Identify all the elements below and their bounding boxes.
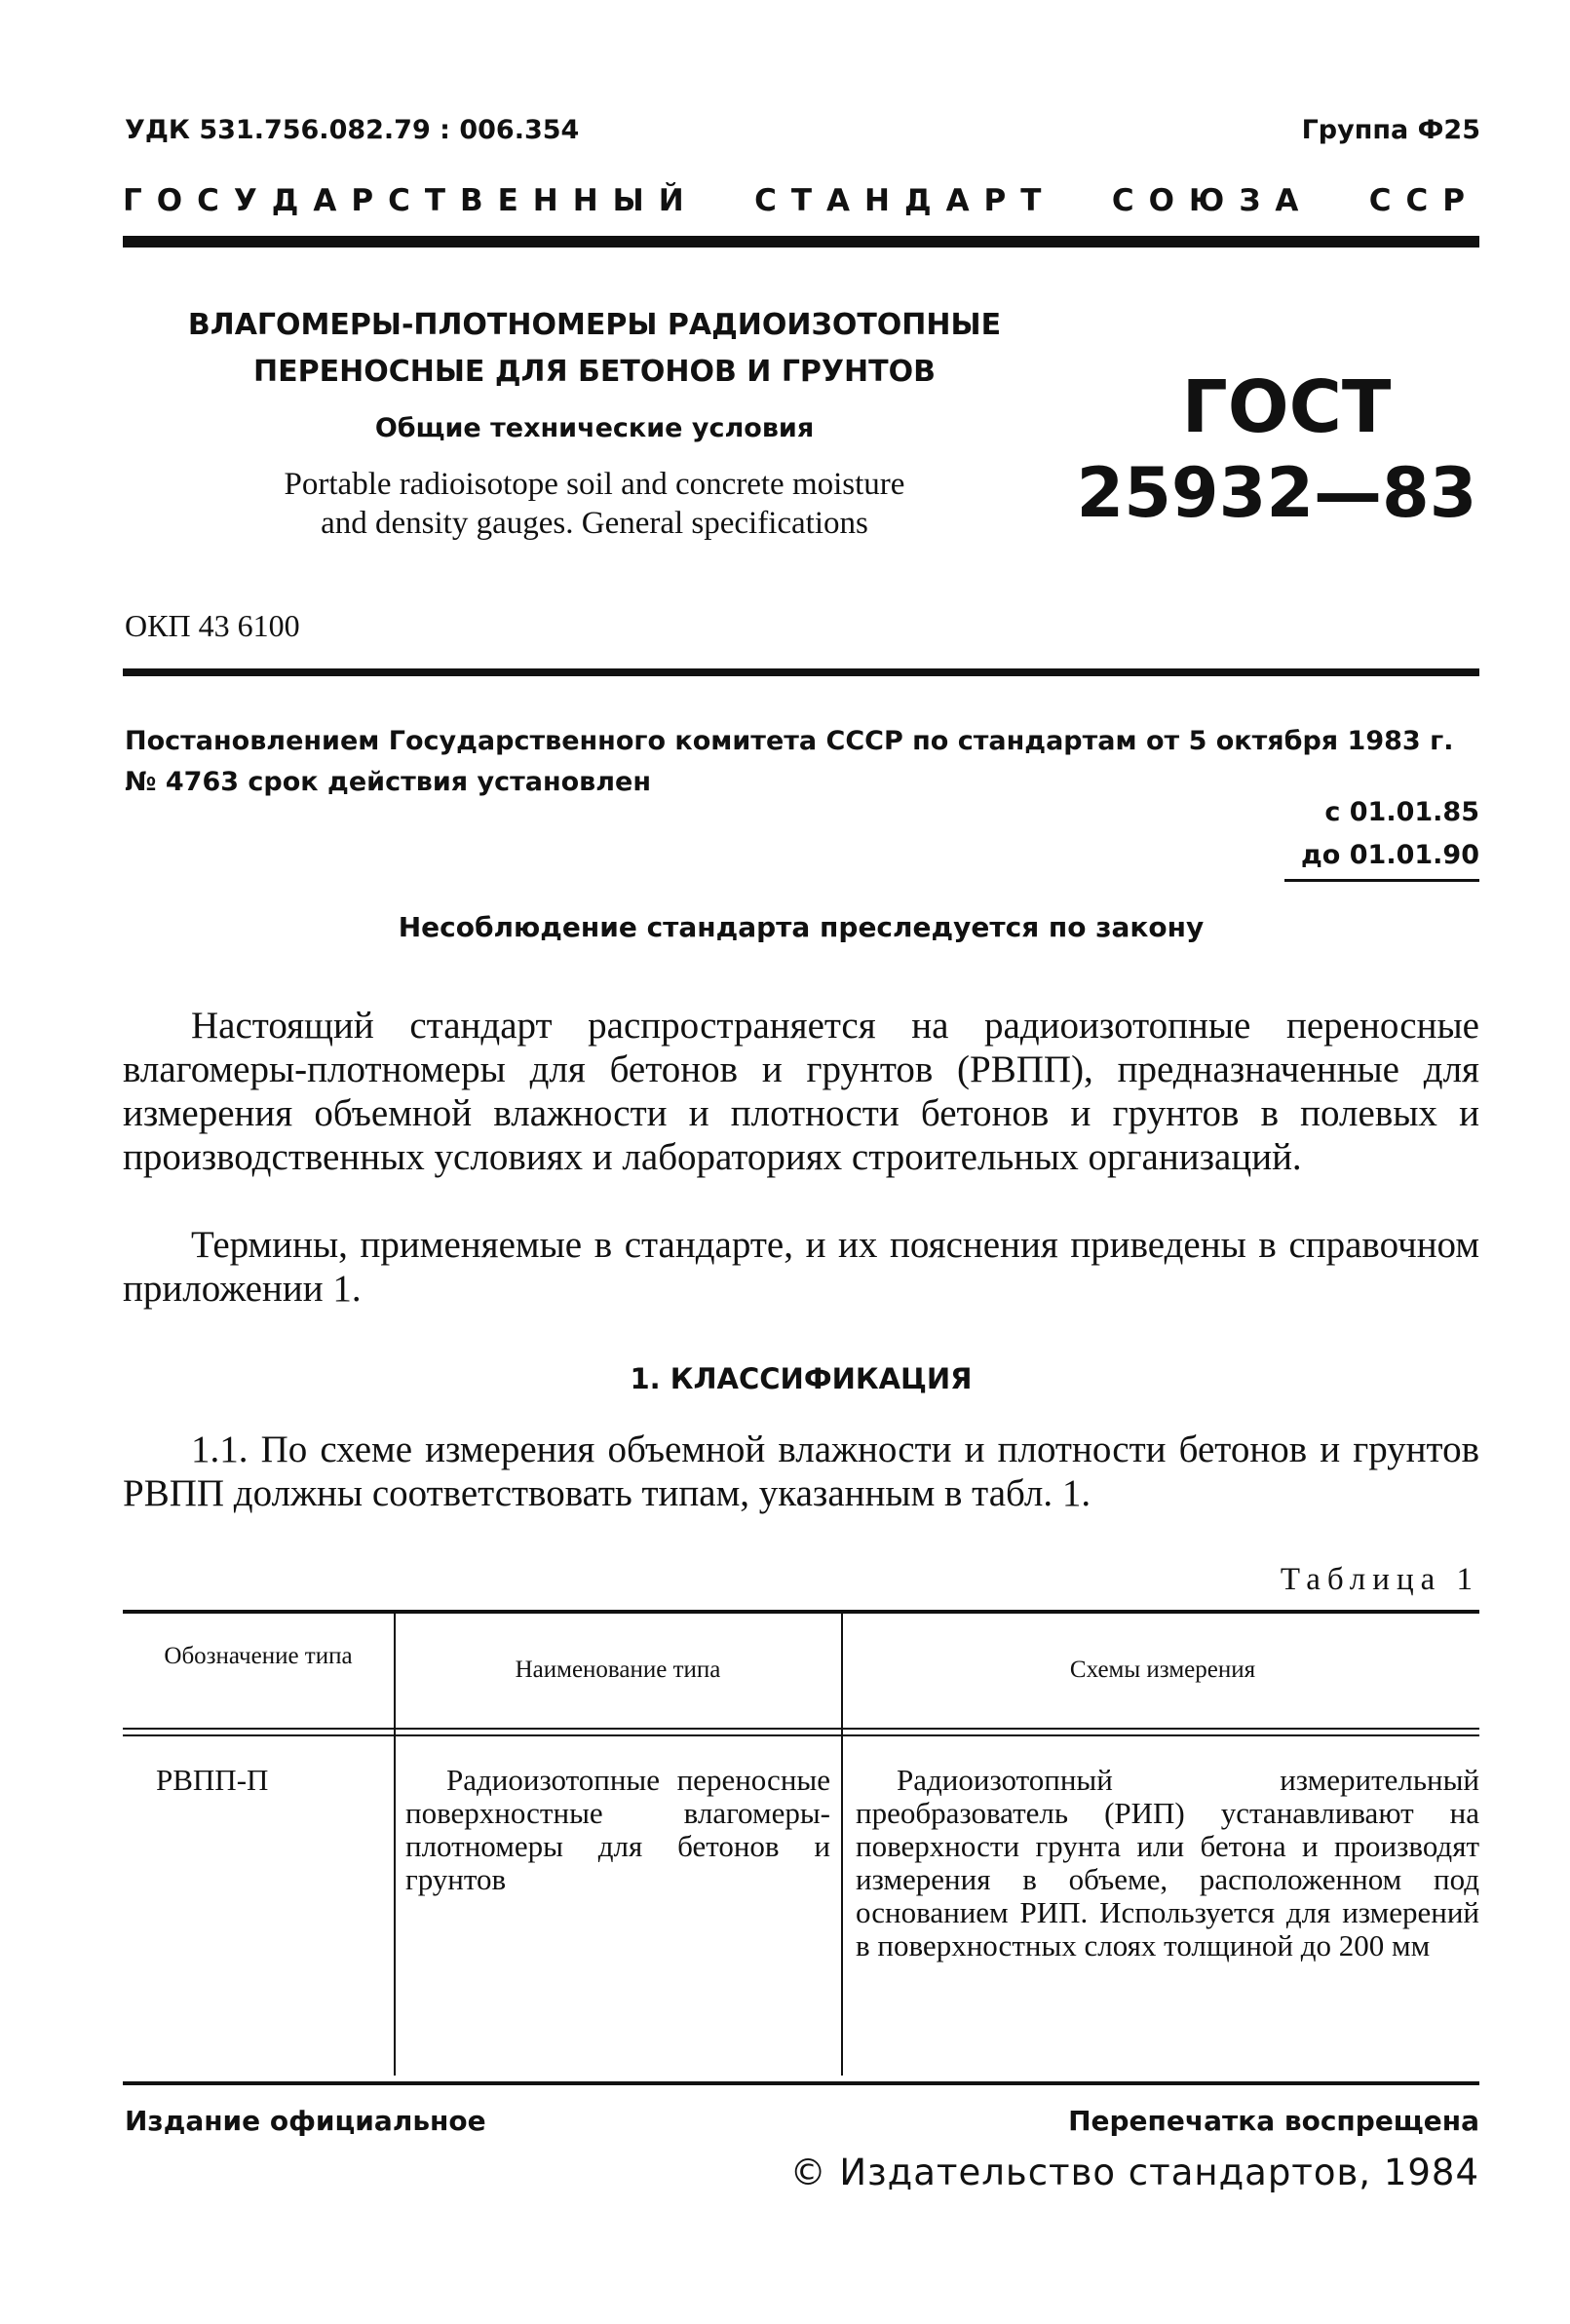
title-line-2: ПЕРЕНОСНЫЕ ДЛЯ БЕТОНОВ И ГРУНТОВ [253, 355, 936, 389]
validity-date-from: с 01.01.85 [1324, 797, 1479, 827]
section-heading: 1. КЛАССИФИКАЦИЯ [630, 1362, 973, 1395]
table-caption: Таблица 1 [1280, 1562, 1479, 1597]
table-header-code: Обозначение типа [164, 1643, 353, 1669]
table-column-divider [394, 1614, 396, 2076]
intro-paragraph: Настоящий стандарт распространяется на радиоизотопные переносные влагомеры-плотномеры для бетонов и грунтов (РВПП), предназначенные для измерения объемной влажности и плотности бетонов и грунтов в полевых и производственных условиях и лабораториях строительных организаций. [123, 1005, 1479, 1178]
english-title [146, 465, 1043, 543]
header-rule [123, 236, 1479, 248]
table-header-rule [123, 1728, 1479, 1730]
table-header-rule [123, 1734, 1479, 1736]
table-header-scheme: Схемы измерения [1069, 1657, 1256, 1683]
title-line-1: ВЛАГОМЕРЫ-ПЛОТНОМЕРЫ РАДИОИЗОТОПНЫЕ [187, 308, 1002, 342]
group-code: Группа Ф25 [1301, 115, 1480, 145]
publisher-copyright: © Издательство стандартов, 1984 [789, 2152, 1479, 2193]
gost-number: 25932—83 [1076, 453, 1477, 533]
okp-rule [123, 668, 1479, 676]
reprint-notice: Перепечатка воспрещена [1068, 2105, 1479, 2137]
date-underline [1284, 879, 1479, 882]
table-cell-name: Радиоизотопные переносные поверхностные влагомеры-плотномеры для бетонов и грунтов [405, 1763, 830, 1896]
decree-text: Постановлением Государственного комитета СССР по стандартам от 5 октября 1983 г. № 4763 срок действия установлен [125, 726, 1454, 797]
table-cell-scheme: Радиоизотопный измерительный преобразователь (РИП) устанавливают на поверхности грунта или бетона и производят измерения в объеме, расположенном под основанием РИП. Используется для измерений в поверхностных слоях толщиной до 200 мм [856, 1763, 1479, 1962]
okp-code: ОКП 43 6100 [125, 608, 300, 643]
legal-warning: Несоблюдение стандарта преследуется по закону [398, 911, 1205, 943]
footer-rule [123, 2081, 1479, 2085]
banner-word-3: СОЮЗА [1111, 183, 1314, 218]
banner-word-2: СТАНДАРТ [754, 183, 1056, 218]
terms-paragraph: Термины, применяемые в стандарте, и их пояснения приведены в справочном приложении 1. [123, 1224, 1479, 1310]
banner-word-1: ГОСУДАРСТВЕННЫЙ [123, 183, 699, 218]
table-top-rule [123, 1610, 1479, 1614]
clause-1-1: 1.1. По схеме измерения объемной влажности и плотности бетонов и грунтов РВПП должны соответствовать типам, указанным в табл. 1. [123, 1429, 1479, 1514]
table-cell-code: РВПП-П [156, 1763, 269, 1797]
banner-word-4: ССР [1368, 183, 1479, 218]
english-title-line-2: and density gauges. General specifications [321, 506, 868, 541]
edition-label: Издание официальное [125, 2105, 486, 2137]
title-block [146, 302, 1043, 543]
gost-label: ГОСТ [1181, 365, 1392, 449]
table-column-divider [841, 1614, 843, 2076]
subtitle: Общие технические условия [374, 413, 815, 443]
validity-date-to: до 01.01.90 [1301, 840, 1479, 870]
table-header-name: Наименование типа [515, 1657, 721, 1683]
english-title-line-1: Portable radioisotope soil and concrete moisture [284, 467, 905, 502]
state-standard-banner [123, 183, 1479, 218]
udk-code: УДК 531.756.082.79 : 006.354 [125, 115, 580, 145]
